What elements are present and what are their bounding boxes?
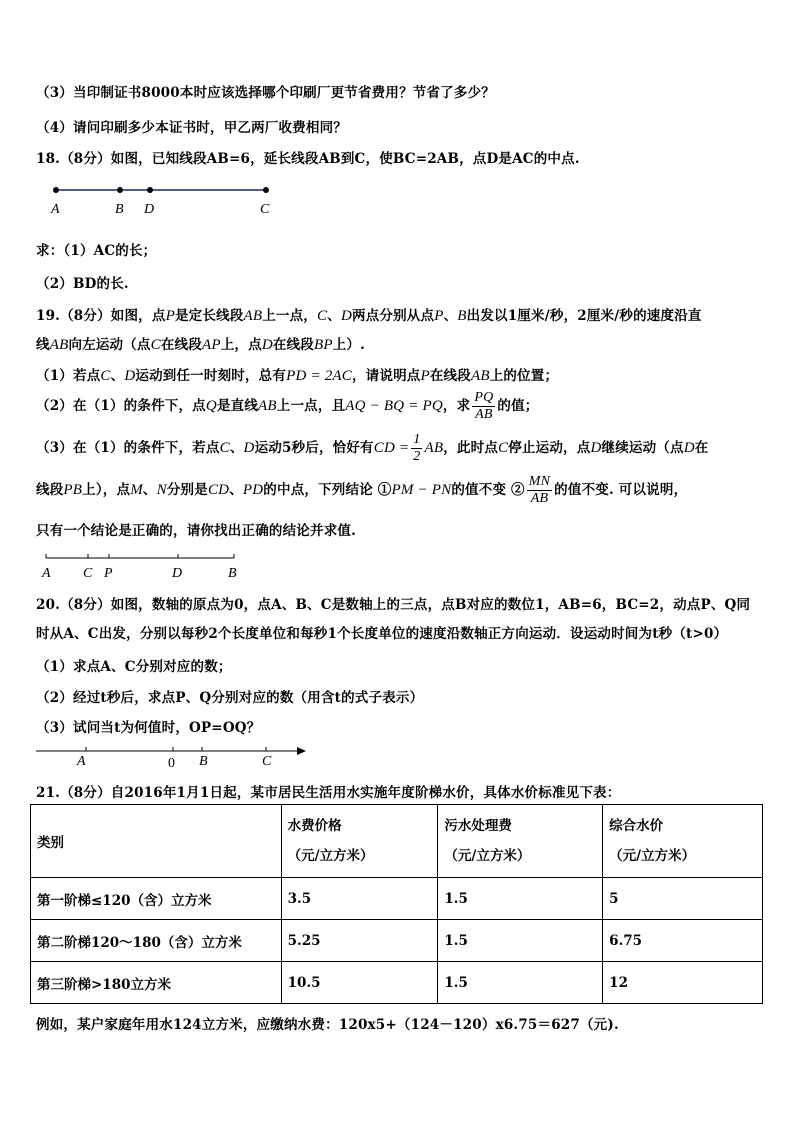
arrow-right-icon bbox=[297, 747, 306, 755]
q19-line1: 19.（8分）如图，点P是定长线段AB上一点，C、D两点分别从点P、B出发以1厘米/秒，2厘米/秒的速度沿直 bbox=[36, 308, 702, 324]
q19-part3-cont: 线段PB上），点M、N分别是CD、PD的中点，下列结论 ①PM − PN的值不变 ② $\frac{MN}{AB}$ 的值不变. 可以说明， bbox=[36, 474, 688, 506]
label-a: A bbox=[77, 754, 86, 769]
q19-part3: （3）在（1）的条件下，若点C、D运动5秒后，恰好有CD = $\frac{1}{2}$ AB，此时点C停止运动，点D继续运动（点D在 bbox=[36, 432, 709, 464]
fraction-pq-over-ab: $\frac{PQ}{AB}$ bbox=[474, 390, 494, 422]
point-a-dot bbox=[53, 187, 59, 193]
water-fee-cell: 10.5 bbox=[281, 962, 438, 1004]
q20-part3: （3）试问当t为何值时，OP=OQ？ bbox=[36, 720, 261, 736]
q19-segment-figure bbox=[38, 552, 248, 584]
fraction-mn-over-ab: $\frac{MN}{AB}$ bbox=[528, 474, 551, 506]
table-row bbox=[31, 962, 763, 1004]
label-b: B bbox=[115, 202, 124, 217]
tier-label: 第二阶梯120～180（含）立方米 bbox=[31, 920, 282, 962]
label-p: P bbox=[104, 566, 113, 581]
q17-part4: （4）请问印刷多少本证书时，甲乙两厂收费相同？ bbox=[36, 120, 347, 136]
header-sewage-fee: 污水处理费 （元/立方米） bbox=[438, 805, 603, 878]
point-b-dot bbox=[117, 187, 123, 193]
q20-line1: 20.（8分）如图，数轴的原点为0，点A、B、C是数轴上的三点，点B对应的数位1，AB=6，BC=2，动点P、Q同 bbox=[36, 597, 751, 613]
point-d-dot bbox=[147, 187, 153, 193]
q18-ask2: （2）BD的长. bbox=[36, 276, 129, 292]
tier-label: 第一阶梯≤120（含）立方米 bbox=[31, 878, 282, 920]
label-b: B bbox=[199, 754, 208, 769]
tier-label: 第三阶梯>180立方米 bbox=[31, 962, 282, 1004]
header-water-fee: 水费价格 （元/立方米） bbox=[281, 805, 438, 878]
q19-part2: （2）在（1）的条件下，点Q是直线AB上一点，且AQ − BQ = PQ，求 $\frac{PQ}{AB}$ 的值； bbox=[36, 390, 539, 422]
q20-part2: （2）经过t秒后，求点P、Q分别对应的数（用含t的式子表示） bbox=[36, 690, 424, 706]
water-price-table bbox=[30, 804, 763, 1004]
q19-line2: 线AB向左运动（点C在线段AP上，点D在线段BP上）. bbox=[36, 337, 366, 353]
header-combined-price: 综合水价 （元/立方米） bbox=[603, 805, 763, 878]
label-c: C bbox=[83, 566, 93, 581]
combined-price-cell: 12 bbox=[603, 962, 763, 1004]
label-a: A bbox=[51, 202, 60, 217]
point-c-dot bbox=[263, 187, 269, 193]
q19-part1: （1）若点C、D运动到任一时刻时，总有PD = 2AC，请说明点P在线段AB上的位置； bbox=[36, 368, 559, 384]
q20-line2: 时从A、C出发，分别以每秒2个长度单位和每秒1个长度单位的速度沿数轴正方向运动．设运动时间为t秒（t>0） bbox=[36, 626, 728, 642]
q18-ask1: 求：（1）AC的长； bbox=[36, 243, 157, 259]
q21-example: 例如，某户家庭年用水124立方米，应缴纳水费：120x5+（124－120）x6.75＝627（元). bbox=[36, 1017, 619, 1033]
table-header-row bbox=[31, 805, 763, 878]
combined-price-cell: 6.75 bbox=[603, 920, 763, 962]
header-category: 类别 bbox=[31, 805, 282, 878]
fraction-one-half: $\frac{1}{2}$ bbox=[413, 432, 421, 464]
label-c: C bbox=[262, 754, 272, 769]
q19-part3-end: 只有一个结论是正确的，请你找出正确的结论并求值. bbox=[36, 523, 356, 539]
table-row bbox=[31, 920, 763, 962]
label-d: D bbox=[172, 566, 183, 581]
q18-stem: 18.（8分）如图，已知线段AB=6，延长线段AB到C，使BC=2AB，点D是AC的中点. bbox=[36, 151, 580, 167]
table-row bbox=[31, 878, 763, 920]
sewage-fee-cell: 1.5 bbox=[438, 920, 603, 962]
label-origin: 0 bbox=[168, 756, 175, 770]
q20-part1: （1）求点A、C分别对应的数； bbox=[36, 659, 232, 675]
label-b: B bbox=[228, 566, 237, 581]
q20-number-line bbox=[36, 742, 316, 770]
q18-segment-figure bbox=[40, 178, 290, 218]
label-c: C bbox=[260, 202, 270, 217]
label-a: A bbox=[42, 566, 51, 581]
sewage-fee-cell: 1.5 bbox=[438, 878, 603, 920]
q21-stem: 21.（8分）自2016年1月1日起，某市居民生活用水实施年度阶梯水价，具体水价标准见下表： bbox=[36, 785, 621, 801]
combined-price-cell: 5 bbox=[603, 878, 763, 920]
water-fee-cell: 5.25 bbox=[281, 920, 438, 962]
q17-part3: （3）当印制证书8000本时应该选择哪个印刷厂更节省费用？节省了多少？ bbox=[36, 85, 495, 101]
water-fee-cell: 3.5 bbox=[281, 878, 438, 920]
label-d: D bbox=[144, 202, 155, 217]
sewage-fee-cell: 1.5 bbox=[438, 962, 603, 1004]
